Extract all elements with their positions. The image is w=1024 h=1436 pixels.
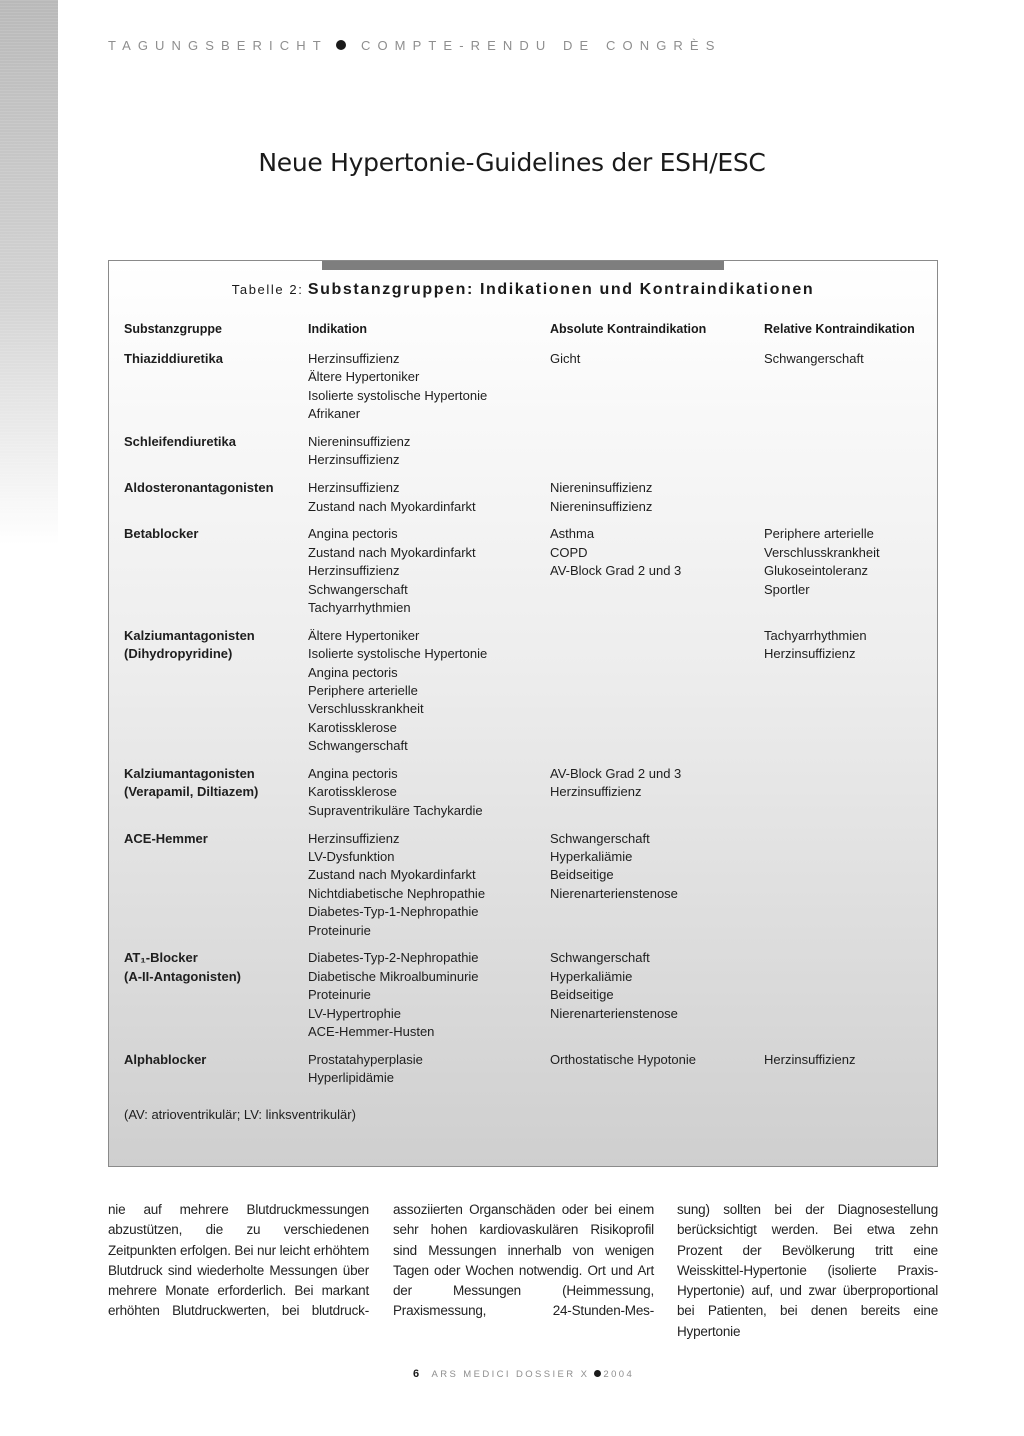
- cell-indikation: [308, 627, 487, 756]
- cell-absolute-kontraindikation: [550, 830, 678, 904]
- cell-line: Diabetische Mikroalbuminurie: [308, 968, 479, 984]
- cell-line: Zustand nach Myokardinfarkt: [308, 867, 476, 883]
- cell-absolute-kontraindikation: [550, 525, 681, 580]
- header-french: COMPTE-RENDU DE CONGRÈS: [360, 38, 722, 53]
- cell-line: Niereninsuffizienz: [550, 480, 653, 496]
- cell-line: Schwangerschaft: [764, 351, 864, 366]
- cell-substanzgruppe: [124, 1051, 206, 1069]
- cell-line: Herzinsuffizienz: [308, 351, 400, 366]
- cell-substanzgruppe: [124, 525, 198, 543]
- cell-line: Angina pectoris: [308, 526, 398, 542]
- cell-line: Verschlusskrankheit: [764, 544, 880, 560]
- cell-line: LV-Dysfunktion: [308, 849, 395, 864]
- cell-line: Schwangerschaft: [550, 950, 650, 966]
- page-number: 6: [413, 1368, 422, 1380]
- cell-substanzgruppe: [124, 479, 274, 497]
- cell-substanzgruppe: [124, 433, 236, 451]
- cell-line: Alphablocker: [124, 1051, 207, 1067]
- cell-line: Aldosteronantagonisten: [124, 480, 274, 496]
- cell-line: Verschlusskrankheit: [308, 701, 424, 717]
- table-box: [108, 260, 938, 1167]
- cell-line: Tachyarrhythmien: [308, 600, 411, 616]
- cell-substanzgruppe: [124, 350, 223, 368]
- cell-indikation: [308, 433, 410, 470]
- cell-line: Sportler: [764, 581, 810, 597]
- cell-line: Schwangerschaft: [308, 738, 408, 754]
- cell-line: Proteinurie: [308, 987, 371, 1003]
- cell-indikation: [308, 350, 487, 424]
- cell-line: Thiaziddiuretika: [124, 351, 223, 366]
- cell-line: Hyperkaliämie: [550, 849, 633, 864]
- table-footnote: (AV: atrioventrikulär; LV: linksventrikulär): [124, 1107, 356, 1122]
- cell-line: Diabetes-Typ-1-Nephropathie: [308, 904, 479, 920]
- cell-line: Ältere Hypertoniker: [308, 627, 420, 643]
- cell-absolute-kontraindikation: [550, 479, 652, 516]
- cell-line: AV-Block Grad 2 und 3: [550, 766, 682, 781]
- table-caption-label: Tabelle 2:: [231, 282, 304, 297]
- bullet-dot-icon: [594, 1370, 601, 1377]
- cell-line: Proteinurie: [308, 922, 371, 938]
- journal-name: ARS MEDICI DOSSIER X: [431, 1369, 590, 1380]
- column-header-indikation: Indikation: [308, 322, 368, 336]
- body-text-column-1: nie auf mehrere Blutdruckmessungen abzustützen, die zu verschiedenen Zeitpunkten erfolgen. Bei nur leicht erhöhtem Blutdruck sind wiederholte Messungen über mehrere Monate erforderlich. Bei markant erhöhten Blutdruckwerten, bei blutdruck-: [108, 1202, 369, 1319]
- cell-indikation: [308, 949, 479, 1041]
- cell-substanzgruppe: [124, 765, 258, 802]
- cell-line: Schleifendiuretika: [124, 434, 236, 449]
- cell-indikation: [308, 1051, 423, 1088]
- cell-line: Beidseitige: [550, 867, 614, 883]
- bullet-dot-icon: [336, 40, 346, 50]
- cell-line: Nichtdiabetische Nephropathie: [308, 885, 486, 901]
- cell-line: Glukoseintoleranz: [764, 563, 869, 579]
- cell-absolute-kontraindikation: [550, 765, 681, 802]
- cell-absolute-kontraindikation: [550, 350, 580, 368]
- cell-substanzgruppe: [124, 949, 241, 986]
- cell-line: Herzinsuffizienz: [764, 646, 856, 662]
- column-header-substanzgruppe: Substanzgruppe: [124, 322, 222, 336]
- cell-line: Zustand nach Myokardinfarkt: [308, 498, 476, 514]
- journal-year: 2004: [603, 1369, 635, 1380]
- cell-line: Karotissklerose: [308, 719, 397, 735]
- cell-line: ACE-Hemmer-Husten: [308, 1024, 435, 1040]
- cell-line: Schwangerschaft: [308, 581, 408, 597]
- cell-line: Herzinsuffizienz: [308, 452, 400, 468]
- cell-indikation: [308, 525, 476, 617]
- cell-line: Orthostatische Hypotonie: [550, 1051, 696, 1067]
- cell-line: Periphere arterielle: [308, 683, 418, 699]
- cell-line: Herzinsuffizienz: [308, 563, 400, 579]
- cell-line: Afrikaner: [308, 406, 361, 422]
- table-caption-text: Substanzgruppen: Indikationen und Kontraindikationen: [307, 281, 815, 298]
- cell-line: Isolierte systolische Hypertonie: [308, 387, 488, 403]
- cell-absolute-kontraindikation: [550, 949, 678, 1023]
- cell-line: Herzinsuffizienz: [764, 1051, 856, 1067]
- cell-substanzgruppe: [124, 627, 255, 664]
- cell-line: Niereninsuffizienz: [308, 434, 411, 449]
- cell-line: Karotissklerose: [308, 784, 397, 800]
- cell-line: LV-Hypertrophie: [308, 1005, 401, 1021]
- cell-line: AT₁-Blocker: [124, 950, 198, 966]
- cell-line: Nierenarterienstenose: [550, 885, 678, 901]
- cell-line: Niereninsuffizienz: [550, 498, 653, 514]
- cell-line: Gicht: [550, 351, 581, 366]
- cell-absolute-kontraindikation: [550, 1051, 696, 1069]
- cell-line: Betablocker: [124, 526, 199, 542]
- cell-relative-kontraindikation: [764, 627, 867, 664]
- cell-line: Zustand nach Myokardinfarkt: [308, 544, 476, 560]
- cell-line: Hyperlipidämie: [308, 1070, 394, 1086]
- page-title: Neue Hypertonie-Guidelines der ESH/ESC: [258, 148, 766, 177]
- cell-indikation: [308, 830, 485, 940]
- header-german: TAGUNGSBERICHT: [108, 38, 328, 53]
- body-text-column-2: assoziierten Organschäden oder bei einem sehr hohen kardiovaskulären Risikoprofil sind Messungen innerhalb von wenigen Tagen oder Wochen notwendig. Ort und Art der Messungen (Heimmessung, Praxismessung, 24-Stunden-Mes-: [393, 1202, 654, 1319]
- cell-line: AV-Block Grad 2 und 3: [550, 563, 682, 579]
- page-footer: [413, 1368, 634, 1380]
- cell-line: Kalziumantagonisten: [124, 627, 255, 643]
- table-tab-decoration: [322, 261, 724, 270]
- cell-relative-kontraindikation: [764, 525, 880, 599]
- body-text-column-3: sung) sollten bei der Diagnosestellung berücksichtigt werden. Bei etwa zehn Prozent der Bevölkerung tritt eine Weisskittel-Hypertonie (isolierte Praxis-Hypertonie) auf, und zwar überproportional bei Patienten, bei denen bereits eine Hypertonie: [677, 1202, 938, 1339]
- cell-line: Ältere Hypertoniker: [308, 369, 420, 385]
- cell-line: Diabetes-Typ-2-Nephropathie: [308, 950, 479, 966]
- cell-line: Periphere arterielle: [764, 526, 874, 542]
- table-caption: [109, 281, 937, 299]
- cell-line: (A-II-Antagonisten): [124, 968, 241, 984]
- cell-relative-kontraindikation: [764, 1051, 856, 1069]
- cell-line: Herzinsuffizienz: [308, 830, 400, 846]
- cell-line: Schwangerschaft: [550, 830, 650, 846]
- running-header: [108, 38, 938, 53]
- cell-line: Herzinsuffizienz: [550, 784, 642, 800]
- cell-line: COPD: [550, 544, 588, 560]
- cell-line: Hyperkaliämie: [550, 968, 633, 984]
- cell-line: Beidseitige: [550, 987, 614, 1003]
- cell-relative-kontraindikation: [764, 350, 864, 368]
- cell-line: Tachyarrhythmien: [764, 627, 867, 643]
- column-header-relative: Relative Kontraindikation: [764, 322, 915, 336]
- decorative-side-strip: [0, 0, 58, 545]
- cell-line: Angina pectoris: [308, 766, 398, 781]
- cell-indikation: [308, 765, 483, 820]
- cell-line: Herzinsuffizienz: [308, 480, 400, 496]
- cell-line: ACE-Hemmer: [124, 830, 208, 846]
- cell-line: Isolierte systolische Hypertonie: [308, 646, 488, 662]
- cell-line: Prostatahyperplasie: [308, 1051, 423, 1067]
- cell-line: (Verapamil, Diltiazem): [124, 784, 259, 800]
- cell-line: (Dihydropyridine): [124, 646, 233, 662]
- cell-line: Kalziumantagonisten: [124, 766, 255, 781]
- cell-indikation: [308, 479, 476, 516]
- cell-line: Asthma: [550, 526, 595, 542]
- column-header-absolute: Absolute Kontraindikation: [550, 322, 707, 336]
- cell-substanzgruppe: [124, 830, 208, 848]
- cell-line: Supraventrikuläre Tachykardie: [308, 802, 483, 818]
- cell-line: Angina pectoris: [308, 664, 398, 680]
- cell-line: Nierenarterienstenose: [550, 1005, 678, 1021]
